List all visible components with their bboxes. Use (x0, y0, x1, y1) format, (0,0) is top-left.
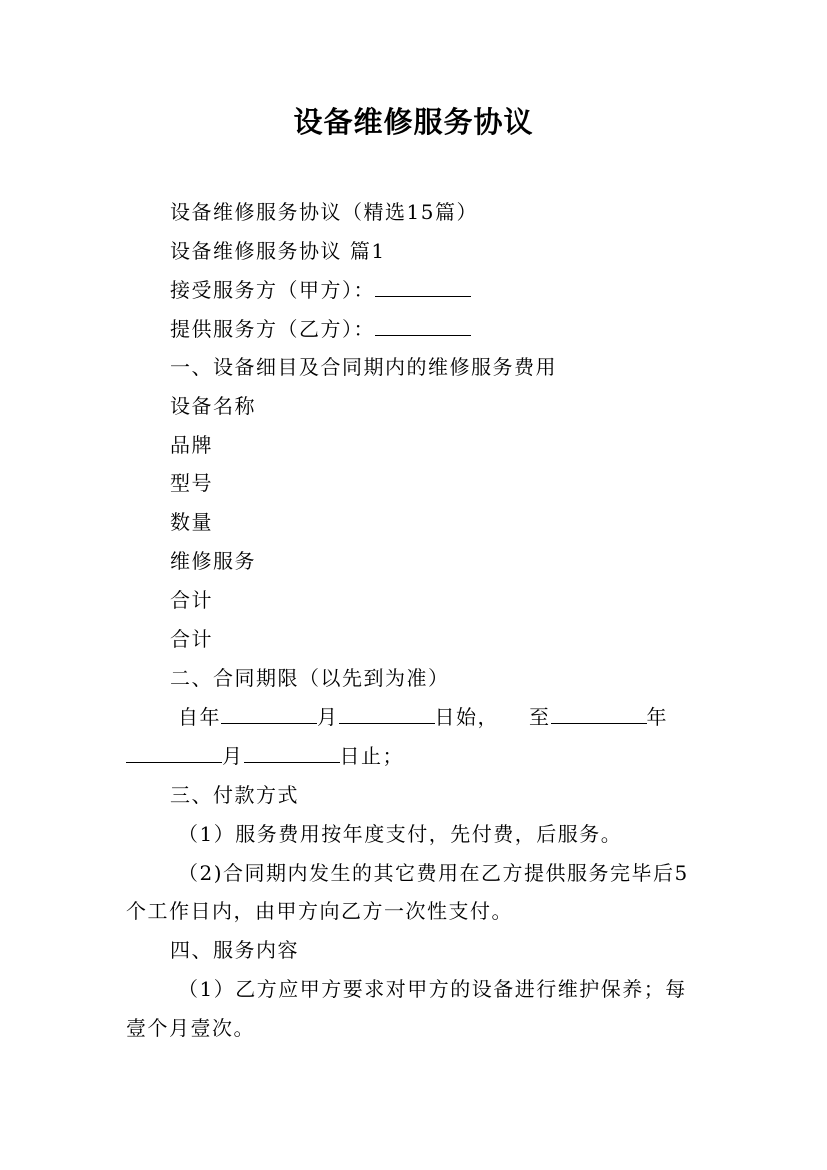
party-a-label: 接受服务方（甲方）： (170, 278, 375, 302)
term-end-year-blank (551, 703, 647, 724)
service-clause-1-line2: 壹个月壹次。 (126, 1016, 255, 1040)
table-item: 数量 (170, 510, 213, 534)
table-item: 维修服务 (170, 549, 256, 573)
term-from: 自年 (178, 705, 221, 729)
term-year-blank (221, 703, 317, 724)
table-item: 品牌 (170, 433, 213, 457)
table-item: 合计 (170, 588, 213, 612)
party-a-line (170, 276, 471, 304)
term-day-end: 日止； (339, 744, 404, 768)
chapter-heading: 设备维修服务协议 篇1 (170, 239, 386, 263)
term-line-2 (126, 742, 404, 770)
table-item: 型号 (170, 471, 213, 495)
payment-clause-2-line2: 个工作日内，由甲方向乙方一次性支付。 (126, 899, 513, 923)
term-line-1 (178, 703, 668, 731)
section3-heading: 三、付款方式 (170, 783, 299, 807)
term-end-year-value-blank (126, 742, 222, 763)
party-b-line (170, 315, 471, 343)
party-b-label: 提供服务方（乙方）： (170, 317, 375, 341)
term-month-end: 月 (222, 744, 244, 768)
service-clause-1-line1: （1）乙方应甲方要求对甲方的设备进行维护保养；每 (178, 977, 687, 1001)
payment-clause-1: （1）服务费用按年度支付，先付费，后服务。 (178, 822, 623, 846)
table-item: 设备名称 (170, 394, 256, 418)
table-item: 合计 (170, 627, 213, 651)
term-end-day-blank (244, 742, 340, 763)
party-b-blank (375, 315, 471, 336)
term-month: 月 (317, 705, 339, 729)
term-day-start: 日始， (434, 705, 499, 729)
section1-heading: 一、设备细目及合同期内的维修服务费用 (170, 355, 557, 379)
term-day-blank (339, 703, 435, 724)
term-to: 至 (529, 705, 551, 729)
subtitle: 设备维修服务协议（精选15篇） (170, 200, 478, 224)
term-year: 年 (646, 705, 668, 729)
payment-clause-2-line1: （2)合同期内发生的其它费用在乙方提供服务完毕后5 (178, 861, 689, 885)
section2-heading: 二、合同期限（以先到为准） (170, 666, 450, 690)
document-title: 设备维修服务协议 (293, 105, 534, 139)
party-a-blank (375, 276, 471, 297)
section4-heading: 四、服务内容 (170, 938, 299, 962)
